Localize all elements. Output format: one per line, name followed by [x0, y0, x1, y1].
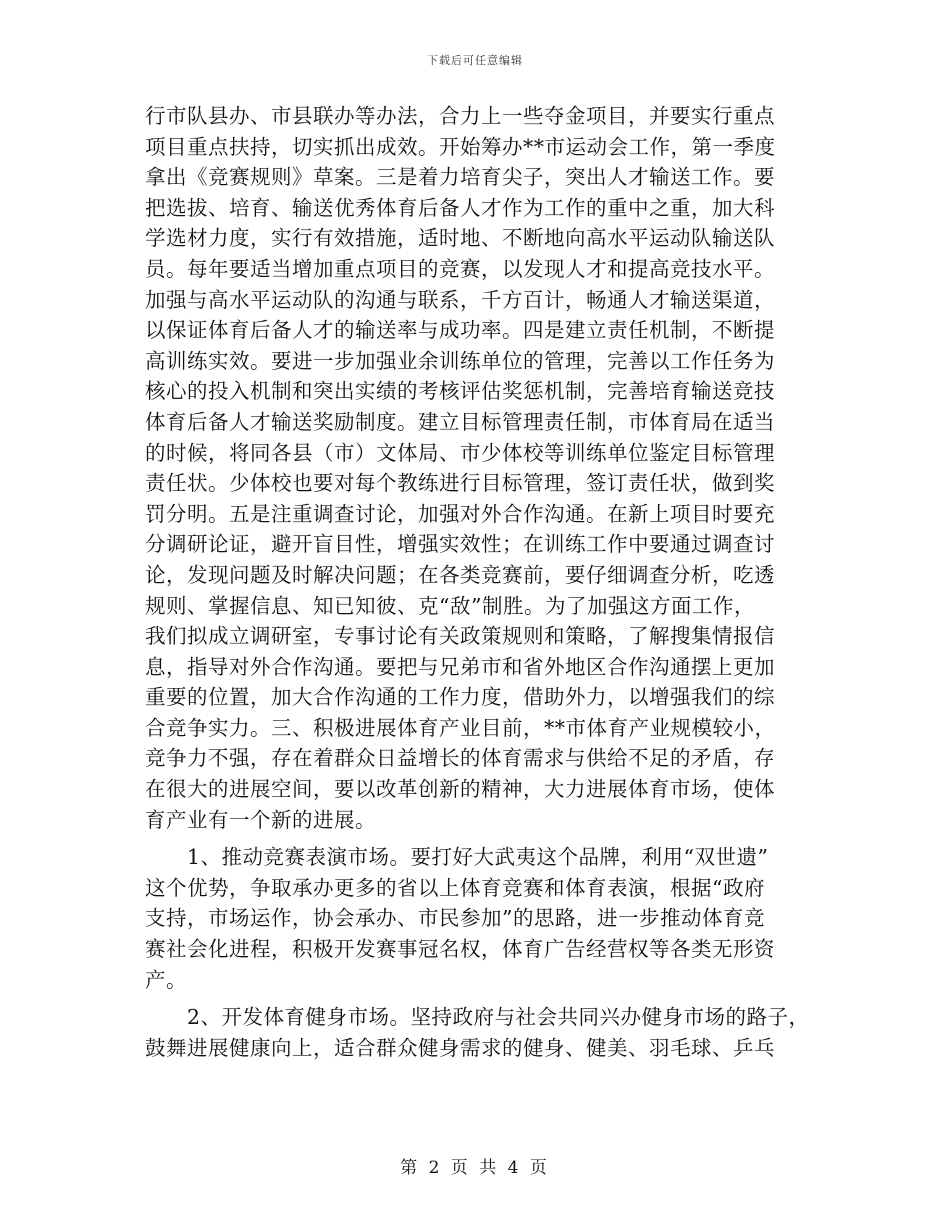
text-line: 重要的位置，加大合作沟通的工作力度，借助外力，以增强我们的综	[145, 685, 775, 710]
text-line: 育产业有一个新的进展。	[145, 807, 376, 832]
text-line: 2、开发体育健身市场。坚持政府与社会共同兴办健身市场的路子，	[145, 1005, 810, 1030]
text-line: 竞争力不强，存在着群众日益增长的体育需求与供给不足的矛盾，存	[145, 746, 775, 771]
text-line: 加强与高水平运动队的沟通与联系，千方百计，畅通人才输送渠道，	[145, 287, 775, 312]
text-line: 合竞争实力。三、积极进展体育产业目前，**市体育产业规模较小，	[145, 715, 776, 740]
page-number: 第 2 页 共 4 页	[400, 1158, 550, 1178]
text-line: 项目重点扶持，切实抓出成效。开始筹办**市运动会工作，第一季度	[145, 134, 776, 159]
text-line: 员。每年要适当增加重点项目的竞赛，以发现人才和提高竞技水平。	[145, 256, 775, 281]
text-line: 论，发现问题及时解决问题；在各类竞赛前，要仔细调查分析，吃透	[145, 562, 775, 587]
text-line: 分调研论证，避开盲目性，增强实效性；在训练工作中要通过调查讨	[145, 532, 775, 557]
text-line: 鼓舞进展健康向上，适合群众健身需求的健身、健美、羽毛球、乒乓	[145, 1035, 775, 1060]
text-line: 体育后备人才输送奖励制度。建立目标管理责任制，市体育局在适当	[145, 409, 775, 434]
text-line: 拿出《竞赛规则》草案。三是着力培育尖子，突出人才输送工作。要	[145, 165, 775, 190]
text-line: 核心的投入机制和突出实绩的考核评估奖惩机制，完善培育输送竞技	[145, 379, 775, 404]
page-header: 下载后可任意编辑	[427, 54, 523, 67]
text-line: 高训练实效。要进一步加强业余训练单位的管理，完善以工作任务为	[145, 348, 775, 373]
text-line: 息，指导对外合作沟通。要把与兄弟市和省外地区合作沟通摆上更加	[145, 654, 775, 679]
text-line: 产。	[145, 967, 187, 992]
text-line: 把选拔、培育、输送优秀体育后备人才作为工作的重中之重，加大科	[145, 195, 775, 220]
paragraph-3	[145, 1002, 825, 1063]
text-line: 赛社会化进程，积极开发赛事冠名权，体育广告经营权等各类无形资	[145, 937, 775, 962]
paragraph-1	[145, 101, 825, 835]
text-line: 规则、掌握信息、知已知彼、克“敌”制胜。为了加强这方面工作，	[145, 593, 755, 618]
text-line: 学选材力度，实行有效措施，适时地、不断地向高水平运动队输送队	[145, 226, 775, 251]
text-line: 罚分明。五是注重调查讨论，加强对外合作沟通。在新上项目时要充	[145, 501, 775, 526]
text-line: 支持，市场运作，协会承办、市民参加”的思路，进一步推动体育竞	[145, 906, 765, 931]
text-line: 责任状。少体校也要对每个教练进行目标管理，签订责任状，做到奖	[145, 471, 775, 496]
text-line: 的时候，将同各县（市）文体局、市少体校等训练单位鉴定目标管理	[145, 440, 775, 465]
text-line: 以保证体育后备人才的输送率与成功率。四是建立责任机制，不断提	[145, 318, 775, 343]
document-body	[145, 101, 825, 1063]
text-line: 1、推动竞赛表演市场。要打好大武夷这个品牌，利用“双世遗”	[145, 845, 769, 870]
text-line: 在很大的进展空间，要以改革创新的精神，大力进展体育市场，使体	[145, 777, 775, 802]
text-line: 行市队县办、市县联办等办法，合力上一些夺金项目，并要实行重点	[145, 104, 775, 128]
text-line: 这个优势，争取承办更多的省以上体育竞赛和体育表演，根据“政府	[145, 875, 765, 900]
paragraph-2	[145, 842, 825, 995]
text-line: 我们拟成立调研室，专事讨论有关政策规则和策略，了解搜集情报信	[145, 624, 775, 649]
